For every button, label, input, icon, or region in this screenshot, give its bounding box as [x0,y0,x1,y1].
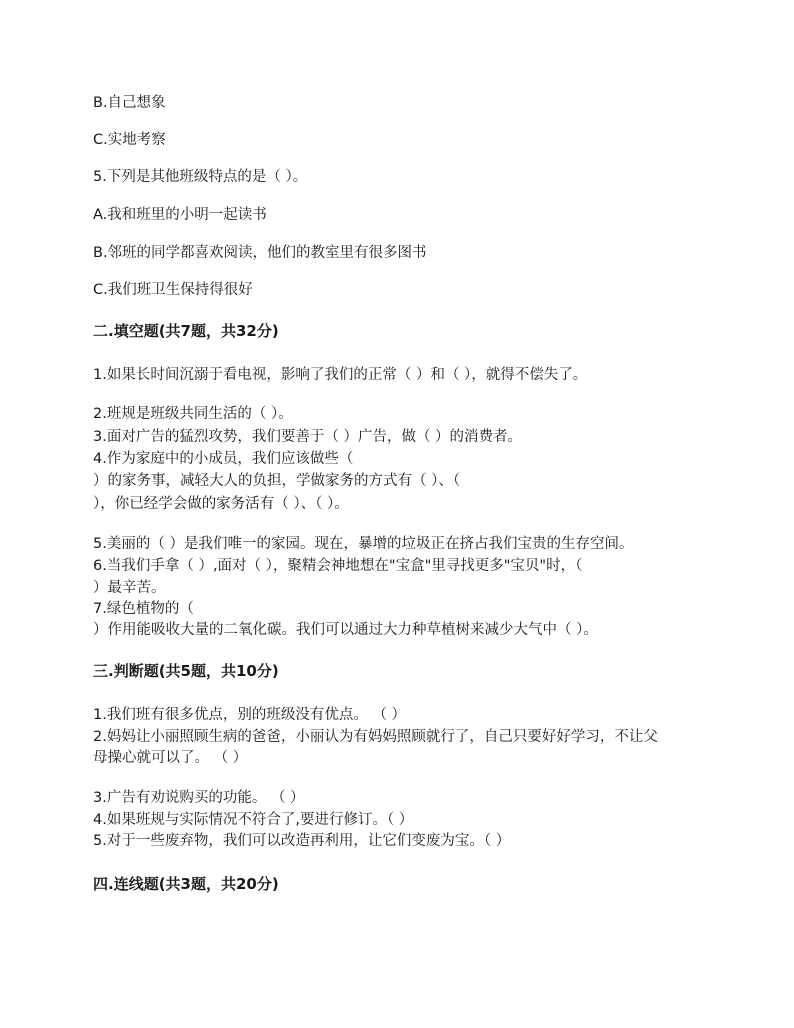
section-heading-matching: 四.连线题(共3题，共20分) [93,875,279,893]
fill-q7-line1: 7.绿色植物的（ [93,601,194,617]
fill-q1: 1.如果长时间沉溺于看电视，影响了我们的正常（ ）和（ ），就得不偿失了。 [93,367,588,383]
judge-q2-line2: 母操心就可以了。 （ ） [93,750,248,766]
judge-q1: 1.我们班有很多优点，别的班级没有优点。 （ ） [93,707,407,723]
part1-q5-stem: 5.下列是其他班级特点的是（ ）。 [93,169,308,185]
part1-q4-option-b: B.自己想象 [93,95,166,111]
judge-q3: 3.广告有劝说购买的功能。 （ ） [93,790,305,806]
section-heading-true-false: 三.判断题(共5题，共10分) [93,662,279,680]
part1-q5-option-c: C.我们班卫生保持得很好 [93,282,253,298]
fill-q4-line2: ）的家务事，减轻大人的负担，学做家务的方式有（ ）、（ [93,473,461,489]
fill-q7-line2: ）作用能吸收大量的二氧化碳。我们可以通过大力种草植树来减少大气中（ ）。 [93,622,598,638]
section-heading-fill-blank: 二.填空题(共7题，共32分) [93,322,279,340]
fill-q4-line3: ），你已经学会做的家务活有（ ）、（ ）。 [93,496,349,512]
judge-q4: 4.如果班规与实际情况不符合了,要进行修订。（ ） [93,812,414,828]
fill-q6-line2: ）最辛苦。 [93,580,166,596]
fill-q6-line1: 6.当我们手拿（ ）,面对（ ），聚精会神地想在"宝盒"里寻找更多"宝贝"时，（ [93,558,583,574]
fill-q4-line1: 4.作为家庭中的小成员，我们应该做些（ [93,451,354,467]
judge-q5: 5.对于一些废弃物，我们可以改造再利用，让它们变废为宝。（ ） [93,833,511,849]
fill-q3: 3.面对广告的猛烈攻势，我们要善于（ ）广告，做（ ）的消费者。 [93,429,523,445]
part1-q4-option-c: C.实地考察 [93,132,166,148]
judge-q2-line1: 2.妈妈让小丽照顾生病的爸爸，小丽认为有妈妈照顾就行了，自己只要好好学习，不让父 [93,729,658,745]
part1-q5-option-b: B.邻班的同学都喜欢阅读，他们的教室里有很多图书 [93,245,427,261]
fill-q2: 2.班规是班级共同生活的（ ）。 [93,406,293,422]
fill-q5: 5.美丽的（ ）是我们唯一的家园。现在，暴增的垃圾正在挤占我们宝贵的生存空间。 [93,536,634,552]
part1-q5-option-a: A.我和班里的小明一起读书 [93,207,267,223]
